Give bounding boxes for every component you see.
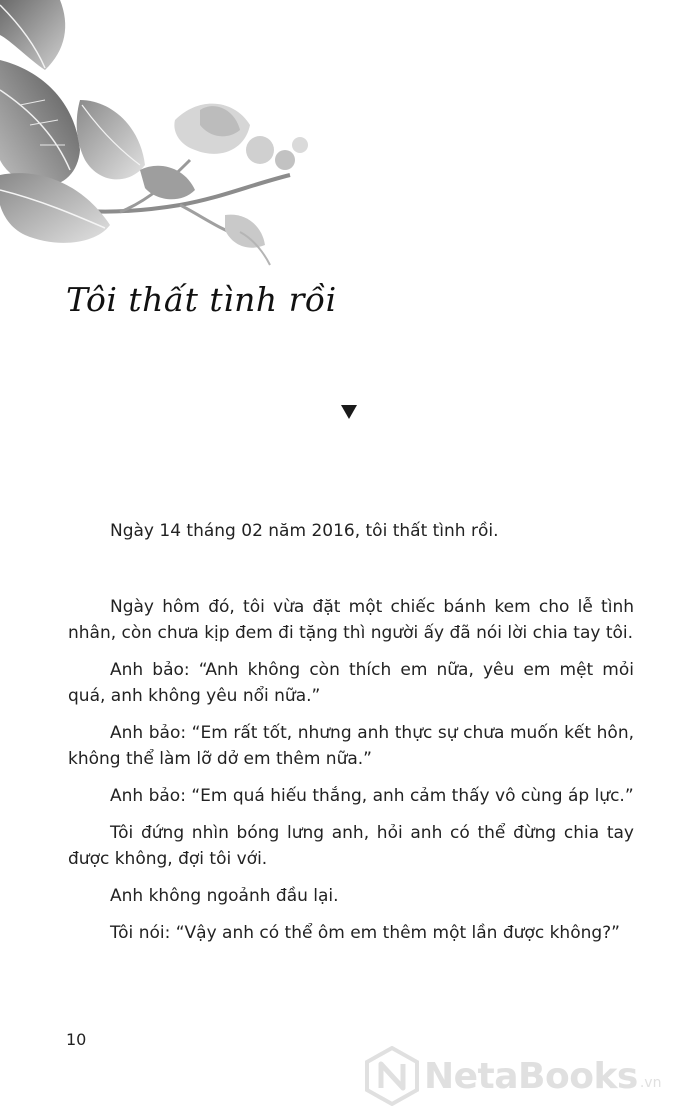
leaf-branch-illustration	[0, 0, 320, 270]
paragraph: Anh bảo: “Anh không còn thích em nữa, yêu em mệt mỏi quá, anh không yêu nổi nữa.”	[68, 660, 634, 706]
paragraph: Ngày hôm đó, tôi vừa đặt một chiếc bánh kem cho lễ tình nhân, còn chưa kịp đem đi tặng thì người ấy đã nói lời chia tay tôi.	[68, 597, 634, 643]
netabooks-logo-icon	[364, 1046, 420, 1106]
paragraph: Tôi đứng nhìn bóng lưng anh, hỏi anh có thể đừng chia tay được không, đợi tôi với.	[68, 823, 634, 869]
paragraph: Tôi nói: “Vậy anh có thể ôm em thêm một lần được không?”	[110, 923, 620, 943]
paragraph: Anh không ngoảnh đầu lại.	[110, 886, 339, 906]
page-number: 10	[66, 1030, 87, 1049]
paragraph: Anh bảo: “Em quá hiếu thắng, anh cảm thấy vô cùng áp lực.”	[110, 786, 634, 806]
chapter-body	[68, 518, 634, 957]
paragraph: Ngày 14 tháng 02 năm 2016, tôi thất tình rồi.	[110, 521, 499, 541]
watermark-brand: NetaBooks	[424, 1055, 638, 1097]
paragraph: Anh bảo: “Em rất tốt, nhưng anh thực sự chưa muốn kết hôn, không thể làm lỡ dở em thêm nữa.”	[68, 723, 634, 769]
watermark-suffix: .vn	[639, 1075, 662, 1091]
chapter-title: Tôi thất tình rồi	[66, 280, 337, 319]
watermark	[364, 1044, 684, 1108]
down-triangle-icon	[341, 405, 357, 419]
